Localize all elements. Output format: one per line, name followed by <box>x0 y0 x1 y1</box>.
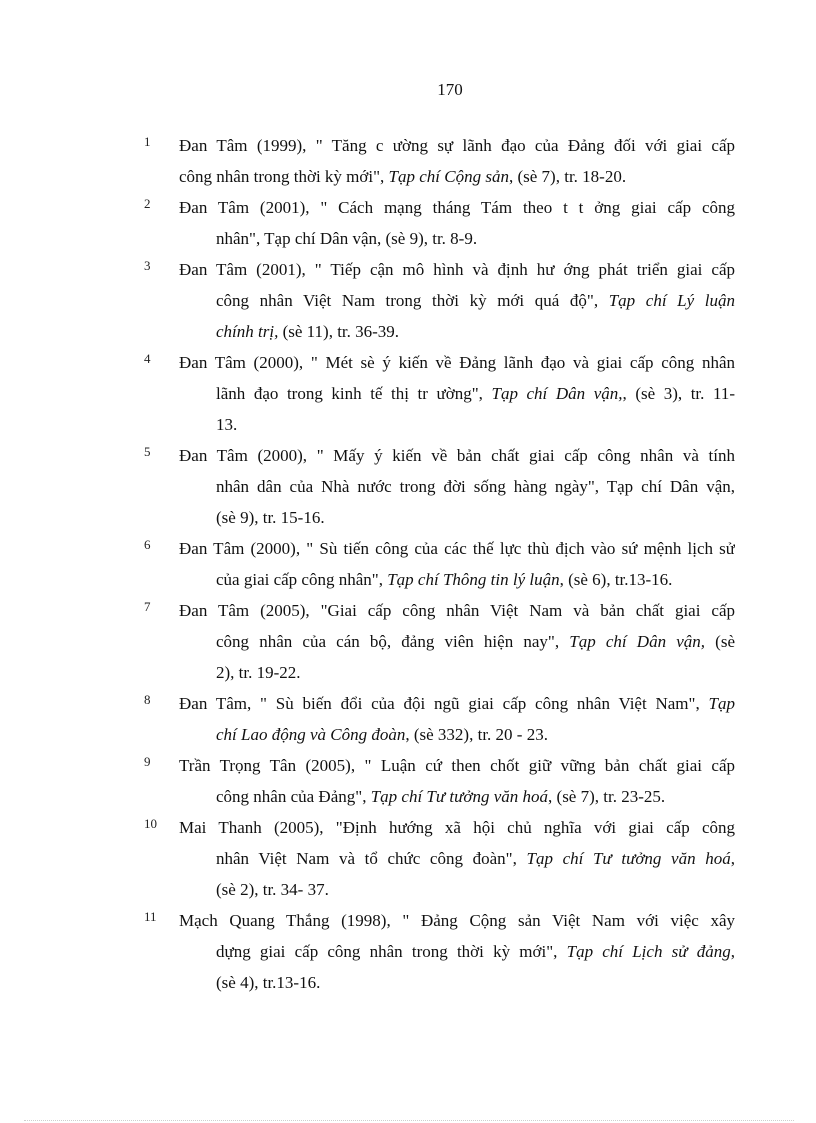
reference-text: Đan Tâm (2000), " Sù tiến công của các thế lực thù địch vào sứ mệnh lịch sử <box>179 539 735 558</box>
reference-line <box>179 750 735 781</box>
reference-text: công nhân Việt Nam trong thời kỳ mới quá độ", <box>216 291 609 310</box>
reference-line <box>216 967 735 998</box>
reference-text: công nhân trong thời kỳ mới", <box>179 167 389 186</box>
reference-text: , (sè 7), tr. 23-25. <box>548 787 666 806</box>
reference-entry <box>0 688 816 750</box>
reference-entry <box>0 595 816 688</box>
reference-text: nhân dân của Nhà nước trong đời sống hàng ngày", Tạp chí Dân vận, <box>216 477 735 496</box>
reference-text: , <box>730 849 735 868</box>
reference-line <box>179 533 735 564</box>
reference-entry <box>0 533 816 595</box>
reference-journal-title: Tạp chí Tư tưởng văn hoá <box>370 787 549 806</box>
reference-text: nhân", Tạp chí Dân vận, (sè 9), tr. 8-9. <box>216 229 478 248</box>
reference-entry <box>0 812 816 905</box>
reference-line <box>179 161 735 192</box>
reference-entry <box>0 440 816 533</box>
reference-number: 8 <box>144 692 151 707</box>
reference-text: (sè 9), tr. 15-16. <box>216 508 325 527</box>
reference-journal-title: Tạp chí Dân vận, <box>491 384 623 403</box>
reference-journal-title: chính trị, <box>216 322 279 341</box>
reference-text: lãnh đạo trong kinh tế thị tr ường", <box>216 384 492 403</box>
footer-divider <box>24 1120 794 1121</box>
reference-line <box>216 843 735 874</box>
reference-line <box>216 781 735 812</box>
reference-text: , (sè 3), tr. 11- <box>622 384 735 403</box>
reference-text: (sè <box>705 632 735 651</box>
reference-text: , (sè 6), tr.13-16. <box>559 570 673 589</box>
reference-line <box>179 905 735 936</box>
reference-text: , (sè 7), tr. 18-20. <box>508 167 627 186</box>
reference-number: 4 <box>144 351 151 366</box>
reference-journal-title: Tạp chí Thông tin lý luận <box>387 570 560 589</box>
reference-journal-title: Tạp <box>708 694 735 713</box>
reference-number: 9 <box>144 754 151 769</box>
reference-line <box>216 626 735 657</box>
reference-number: 7 <box>144 599 151 614</box>
reference-entry <box>0 750 816 812</box>
reference-text: Mạch Quang Thắng (1998), " Đảng Cộng sản Việt Nam với việc xây <box>179 911 735 930</box>
reference-journal-title: Tạp chí Dân vận, <box>569 632 706 651</box>
reference-line <box>179 130 735 161</box>
reference-text: Trần Trọng Tân (2005), " Luận cứ then chốt giữ vững bản chất giai cấp <box>179 756 735 775</box>
reference-line <box>179 254 735 285</box>
reference-text: , (sè 332), tr. 20 - 23. <box>405 725 548 744</box>
reference-text: Đan Tâm (2000), " Mét sè ý kiến về Đảng lãnh đạo và giai cấp công nhân <box>179 353 735 372</box>
reference-number: 3 <box>144 258 151 273</box>
reference-line <box>179 347 735 378</box>
reference-text: Đan Tâm (1999), " Tăng c ường sự lãnh đạo của Đảng đối với giai cấp <box>179 136 735 155</box>
page-number: 170 <box>437 80 463 99</box>
reference-text: Đan Tâm, " Sù biến đổi của đội ngũ giai cấp công nhân Việt Nam", <box>179 694 709 713</box>
reference-line <box>216 936 735 967</box>
reference-line <box>216 409 735 440</box>
reference-line <box>216 502 735 533</box>
reference-text: 2), tr. 19-22. <box>216 663 301 682</box>
reference-line <box>216 316 735 347</box>
reference-line <box>179 440 735 471</box>
reference-text: công nhân của cán bộ, đảng viên hiện nay", <box>216 632 570 651</box>
reference-text: , <box>730 942 735 961</box>
reference-number: 6 <box>144 537 151 552</box>
reference-journal-title: Tạp chí Lịch sử đảng <box>566 942 731 961</box>
reference-text: Mai Thanh (2005), "Định hướng xã hội chủ nghĩa với giai cấp công <box>179 818 735 837</box>
reference-journal-title: Tạp chí Tư tưởng văn hoá <box>526 849 731 868</box>
reference-text: (sè 2), tr. 34- 37. <box>216 880 329 899</box>
reference-number: 10 <box>144 816 157 831</box>
reference-line <box>216 719 735 750</box>
reference-number: 2 <box>144 196 151 211</box>
reference-number: 11 <box>144 909 157 924</box>
reference-entry <box>0 254 816 347</box>
reference-line <box>216 874 735 905</box>
reference-text: (sè 4), tr.13-16. <box>216 973 321 992</box>
reference-journal-title: chí Lao động và Công đoàn <box>216 725 406 744</box>
reference-entry <box>0 192 816 254</box>
reference-text: (sè 11), tr. 36-39. <box>278 322 400 341</box>
reference-number: 5 <box>144 444 151 459</box>
reference-text: Đan Tâm (2000), " Mấy ý kiến về bản chất giai cấp công nhân và tính <box>179 446 735 465</box>
reference-text: của giai cấp công nhân", <box>216 570 388 589</box>
reference-line <box>216 564 735 595</box>
reference-text: Đan Tâm (2001), " Cách mạng tháng Tám theo t t ởng giai cấp công <box>179 198 735 217</box>
reference-text: công nhân của Đảng", <box>216 787 371 806</box>
reference-line <box>179 812 735 843</box>
reference-line <box>179 192 735 223</box>
reference-text: Đan Tâm (2001), " Tiếp cận mô hình và định hư ớng phát triển giai cấp <box>179 260 735 279</box>
reference-text: 13. <box>216 415 238 434</box>
reference-list <box>0 130 816 998</box>
reference-line <box>216 378 735 409</box>
reference-entry <box>0 347 816 440</box>
reference-journal-title: Tạp chí Lý luận <box>608 291 735 310</box>
reference-line <box>179 688 735 719</box>
reference-line <box>216 657 735 688</box>
reference-line <box>179 595 735 626</box>
reference-line <box>216 223 735 254</box>
reference-entry <box>0 130 816 192</box>
reference-text: Đan Tâm (2005), "Giai cấp công nhân Việt Nam và bản chất giai cấp <box>179 601 735 620</box>
reference-number: 1 <box>144 134 151 149</box>
reference-journal-title: Tạp chí Cộng sản <box>388 167 509 186</box>
reference-line <box>216 285 735 316</box>
reference-line <box>216 471 735 502</box>
reference-entry <box>0 905 816 998</box>
reference-text: dựng giai cấp công nhân trong thời kỳ mới", <box>216 942 567 961</box>
reference-text: nhân Việt Nam và tổ chức công đoàn", <box>216 849 527 868</box>
